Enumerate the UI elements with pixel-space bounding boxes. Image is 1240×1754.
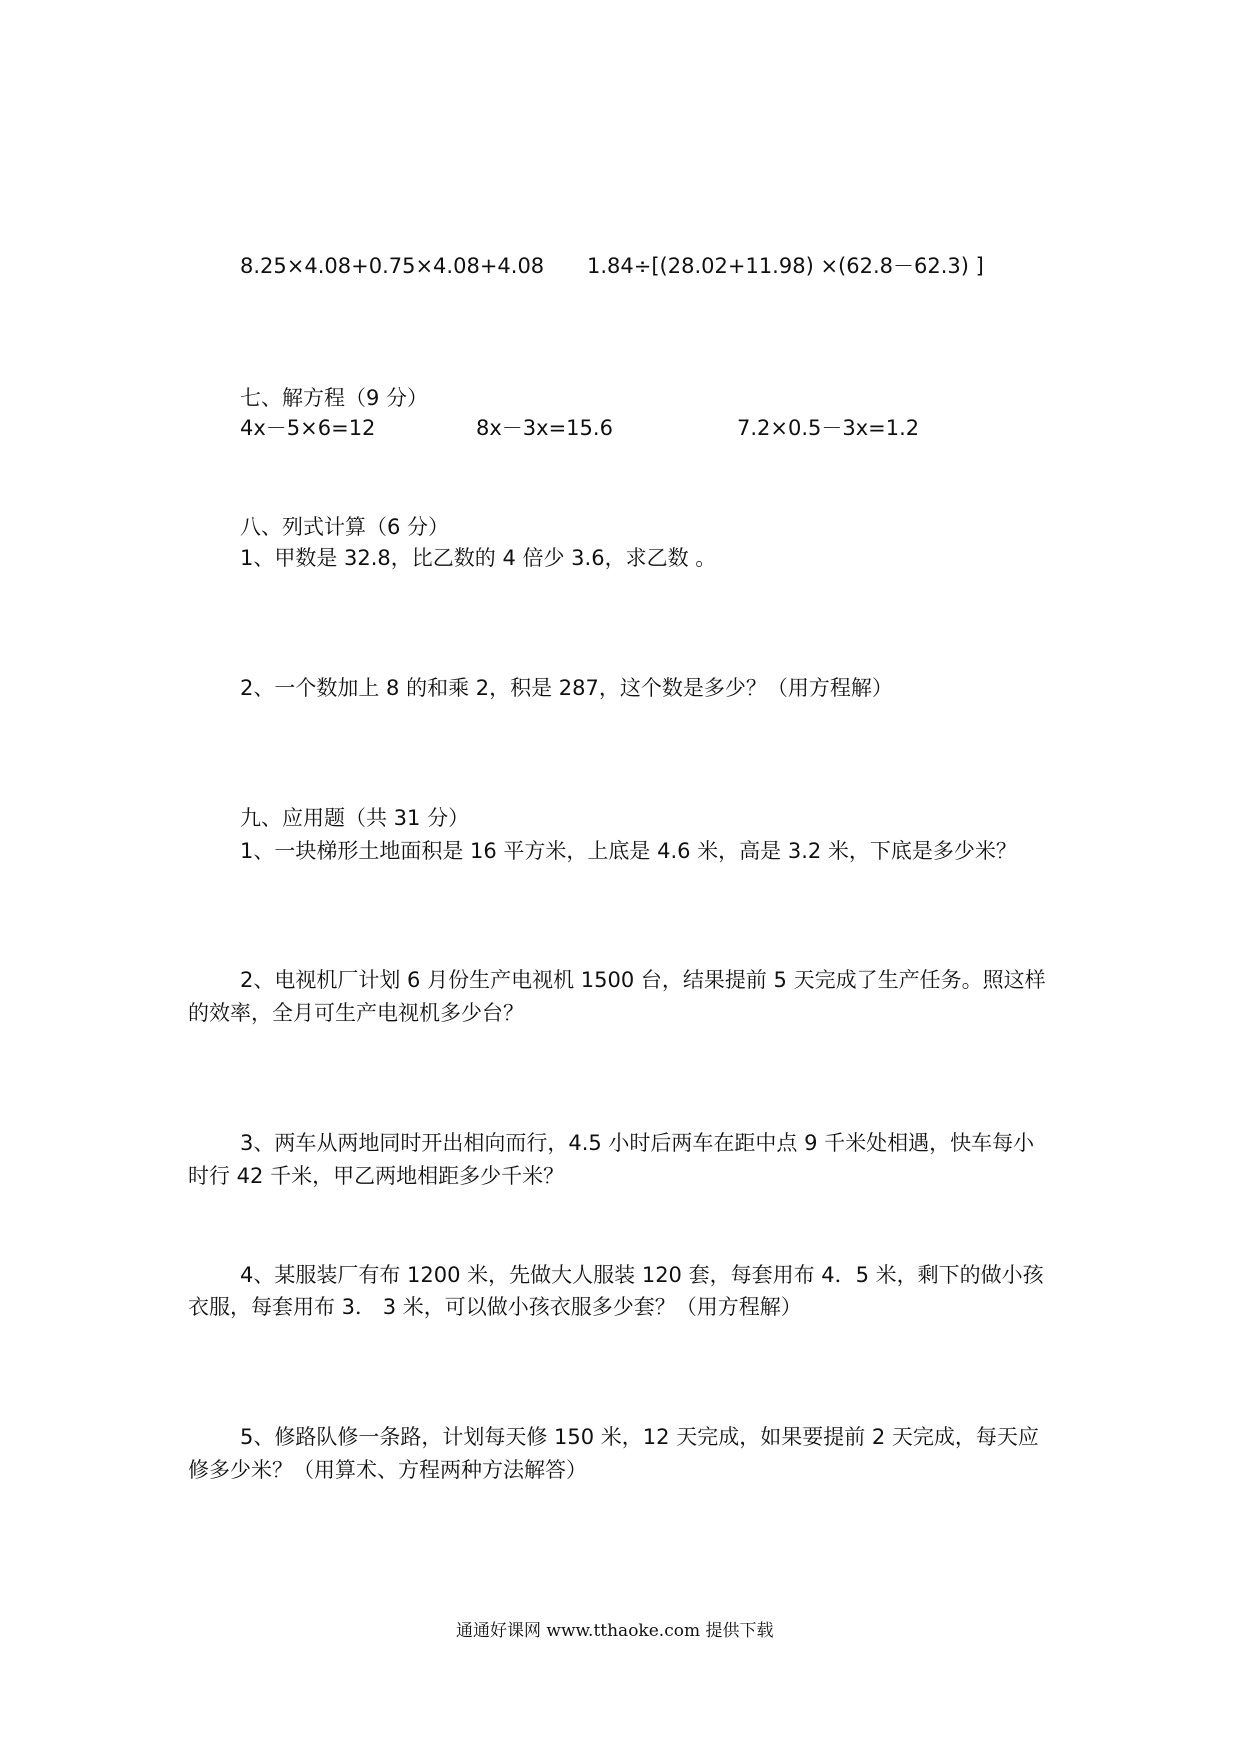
equation-2: 8x－3x=15.6 (476, 416, 613, 440)
calc-expression-2: 1.84÷[(28.02+11.98) ×(62.8－62.3) ] (587, 254, 984, 278)
section-9-question-1: 1、一块梯形土地面积是 16 平方米，上底是 4.6 米，高是 3.2 米，下底是多少米？ (240, 839, 1017, 863)
equation-3: 7.2×0.5－3x=1.2 (737, 416, 920, 440)
section-9-title: 九、应用题（共 31 分） (240, 806, 470, 830)
section-9-question-2-line-1: 2、电视机厂计划 6 月份生产电视机 1500 台，结果提前 5 天完成了生产任务。照这样 (240, 968, 1046, 992)
section-7-title: 七、解方程（9 分） (240, 386, 429, 410)
section-9-question-4-line-2: 衣服，每套用布 3． 3 米，可以做小孩衣服多少套？（用方程解） (188, 1295, 802, 1319)
section-9-question-2-line-2: 的效率，全月可生产电视机多少台？ (188, 1001, 524, 1025)
equation-1: 4x－5×6=12 (240, 416, 376, 440)
section-8-title: 八、列式计算（6 分） (240, 515, 450, 539)
page-footer: 通通好课网 www.tthaoke.com 提供下载 (456, 1621, 774, 1641)
section-9-question-5-line-2: 修多少米？（用算术、方程两种方法解答） (188, 1458, 587, 1482)
section-9-question-3-line-1: 3、两车从两地同时开出相向而行，4.5 小时后两车在距中点 9 千米处相遇，快车每小 (240, 1131, 1035, 1155)
section-9-question-3-line-2: 时行 42 千米，甲乙两地相距多少千米？ (188, 1164, 565, 1188)
section-9-question-4-line-1: 4、某服装厂有布 1200 米，先做大人服装 120 套，每套用布 4．5 米，剩下的做小孩 (240, 1263, 1044, 1287)
section-8-question-1: 1、甲数是 32.8，比乙数的 4 倍少 3.6，求乙数 。 (240, 546, 717, 570)
calc-expression-1: 8.25×4.08+0.75×4.08+4.08 (240, 254, 545, 278)
section-8-question-2: 2、一个数加上 8 的和乘 2，积是 287，这个数是多少？（用方程解） (240, 676, 893, 700)
section-9-question-5-line-1: 5、修路队修一条路，计划每天修 150 米，12 天完成，如果要提前 2 天完成，每天应 (240, 1425, 1039, 1449)
